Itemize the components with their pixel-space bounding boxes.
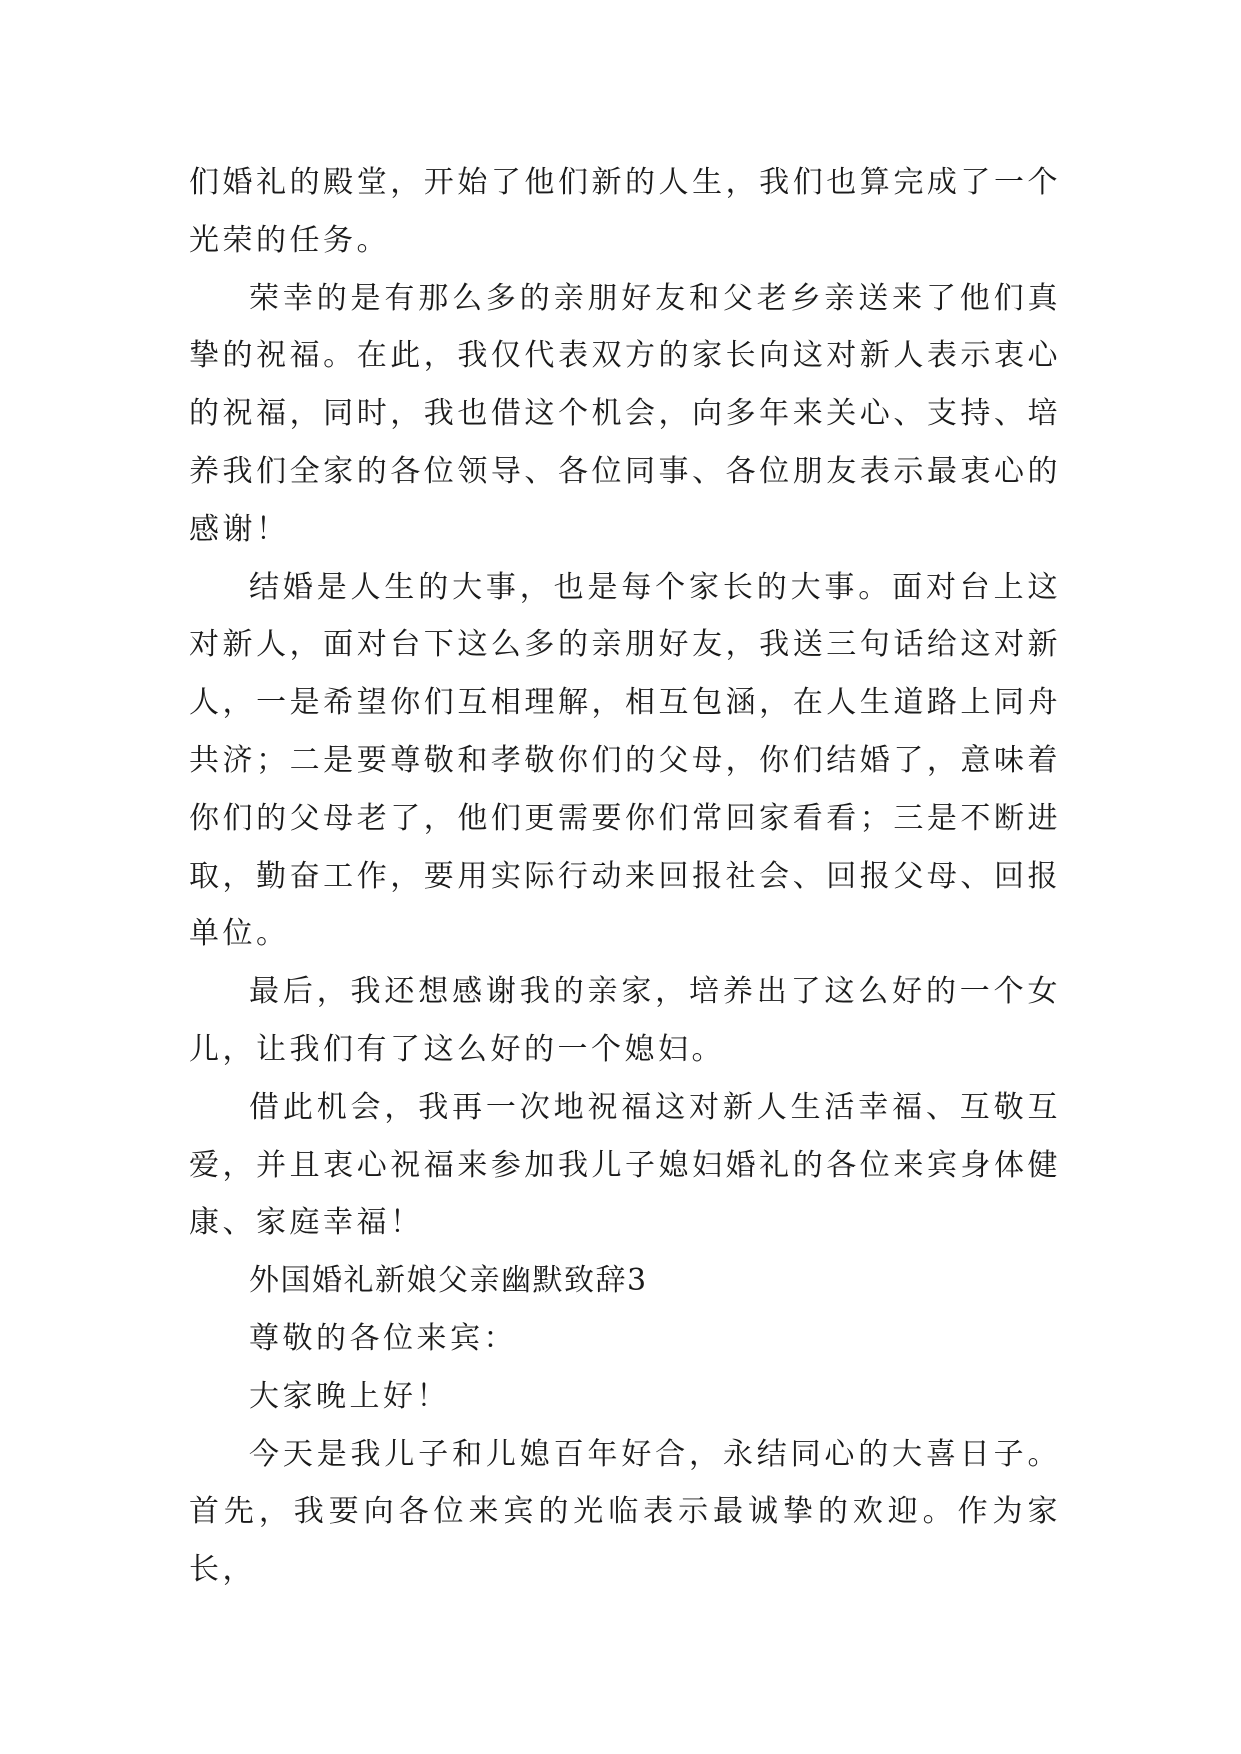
paragraph-closing-wishes: 借此机会，我再一次地祝福这对新人生活幸福、互敬互爱，并且衷心祝福来参加我儿子媳妇婚礼的各位来宾身体健康、家庭幸福！ xyxy=(189,1089,1061,1241)
section-heading: 外国婚礼新娘父亲幽默致辞3 xyxy=(249,1263,648,1299)
greeting: 大家晚上好！ xyxy=(249,1378,450,1414)
salutation: 尊敬的各位来宾： xyxy=(249,1320,517,1356)
paragraph-continued: 们婚礼的殿堂，开始了他们新的人生，我们也算完成了一个光荣的任务。 xyxy=(189,165,1061,258)
paragraph-blessings: 荣幸的是有那么多的亲朋好友和父老乡亲送来了他们真挚的祝福。在此，我仅代表双方的家长向这对新人表示衷心的祝福，同时，我也借这个机会，向多年来关心、支持、培养我们全家的各位领导、各位同事、各位朋友表示最衷心的感谢！ xyxy=(189,280,1061,547)
paragraph-opening: 今天是我儿子和儿媳百年好合，永结同心的大喜日子。首先，我要向各位来宾的光临表示最诚挚的欢迎。作为家长， xyxy=(189,1436,1061,1588)
document-body xyxy=(189,154,1061,1599)
paragraph-advice: 结婚是人生的大事，也是每个家长的大事。面对台上这对新人，面对台下这么多的亲朋好友，我送三句话给这对新人，一是希望你们互相理解，相互包涵，在人生道路上同舟共济；二是要尊敬和孝敬你们的父母，你们结婚了，意味着你们的父母老了，他们更需要你们常回家看看；三是不断进取，勤奋工作，要用实际行动来回报社会、回报父母、回报单位。 xyxy=(189,569,1061,952)
paragraph-thanks-in-laws: 最后，我还想感谢我的亲家，培养出了这么好的一个女儿，让我们有了这么好的一个媳妇。 xyxy=(189,974,1061,1067)
